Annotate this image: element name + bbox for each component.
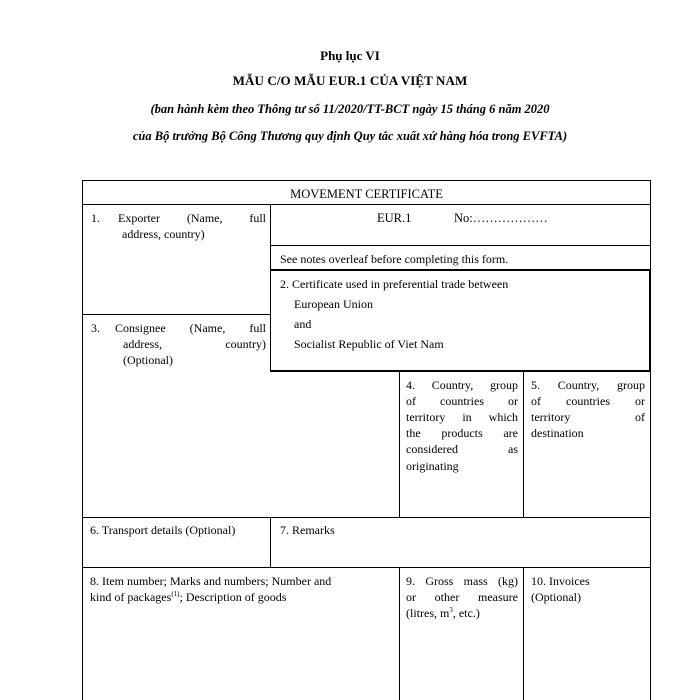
- box6-label: 6. Transport details (Optional): [90, 523, 236, 537]
- box4-line1: 4. Country, group: [406, 378, 518, 392]
- box4-line2: of countries or: [406, 394, 518, 408]
- document-title: MẪU C/O MẪU EUR.1 CỦA VIỆT NAM: [232, 73, 468, 88]
- form-border-right: [650, 180, 651, 700]
- box10-line1: 10. Invoices: [531, 574, 590, 588]
- box7-label: 7. Remarks: [280, 523, 335, 537]
- cubic-superscript: 3: [449, 606, 453, 614]
- box2-line2: European Union: [294, 297, 373, 311]
- box5-line2: of countries or: [531, 394, 645, 408]
- row6-top-border: [82, 517, 651, 518]
- box9-line2: or other measure: [406, 590, 518, 604]
- left-right-divider: [270, 204, 271, 371]
- box2-line4: Socialist Republic of Viet Nam: [294, 337, 444, 351]
- box6-box7-divider: [270, 517, 271, 567]
- box4-line4: the products are: [406, 426, 518, 440]
- box8-line2: [90, 589, 286, 606]
- box2-line3: and: [294, 317, 312, 331]
- subtitle-line-1: (ban hành kèm theo Thông tư số 11/2020/TT-BCT ngày 15 tháng 6 năm 2020: [150, 102, 550, 116]
- box5-line3: territory of: [531, 410, 645, 424]
- box9-line3-end: , etc.): [452, 606, 480, 620]
- form-title: MOVEMENT CERTIFICATE: [290, 187, 443, 201]
- subtitle-line-2: của Bộ trưởng Bộ Công Thương quy định Quy tắc xuất xứ hàng hóa trong EVFTA): [132, 129, 568, 143]
- box4-line6: originating: [406, 459, 459, 473]
- box3-label-line2: address, country): [123, 337, 266, 351]
- box4-box5-divider: [523, 371, 524, 517]
- box3-number: 3.: [91, 321, 100, 335]
- eur-divider: [270, 245, 651, 246]
- box8-line1: 8. Item number; Marks and numbers; Number and: [90, 574, 332, 588]
- box2-border-bottom: [270, 370, 651, 372]
- box2-border-right: [649, 269, 651, 372]
- box4-line3: territory in which: [406, 410, 518, 424]
- form-border-left: [82, 180, 83, 700]
- box1-label-line1: Exporter (Name, full: [118, 211, 266, 225]
- footnote-marker: (1): [171, 590, 180, 598]
- row8-top-border: [82, 567, 651, 568]
- box9-line3: [406, 605, 480, 622]
- box2-border-top: [270, 269, 651, 271]
- title-divider: [82, 204, 651, 205]
- box1-number: 1.: [91, 211, 100, 225]
- box5-line1: 5. Country, group: [531, 378, 645, 392]
- certificate-number-value: ………………: [472, 211, 548, 225]
- box3-label-line1: Consignee (Name, full: [115, 321, 266, 335]
- box8-line2-end: ; Description of goods: [179, 590, 287, 604]
- box4-line5: considered as: [406, 442, 518, 456]
- box9-line3-start: (litres, m: [406, 606, 450, 620]
- eur1-label: EUR.1: [377, 211, 412, 225]
- box5-line4: destination: [531, 426, 584, 440]
- certificate-number-label: No:: [454, 211, 473, 225]
- box4-left-border: [399, 371, 400, 517]
- box1-label-line2: address, country): [122, 227, 205, 241]
- box2-line1: 2. Certificate used in preferential trade between: [280, 277, 509, 291]
- box3-label-line3: (Optional): [123, 353, 173, 367]
- box9-line1: 9. Gross mass (kg): [406, 574, 518, 588]
- form-border-top: [82, 180, 651, 181]
- box8-line2-start: kind of packages: [90, 590, 172, 604]
- appendix-heading: Phụ lục VI: [320, 48, 380, 63]
- box9-box10-divider: [523, 567, 524, 700]
- notes-text: See notes overleaf before completing this form.: [280, 252, 509, 266]
- box10-line2: (Optional): [531, 590, 581, 604]
- certificate-number: [454, 210, 548, 227]
- box1-box3-divider: [82, 314, 271, 315]
- box8-box9-divider: [399, 567, 400, 700]
